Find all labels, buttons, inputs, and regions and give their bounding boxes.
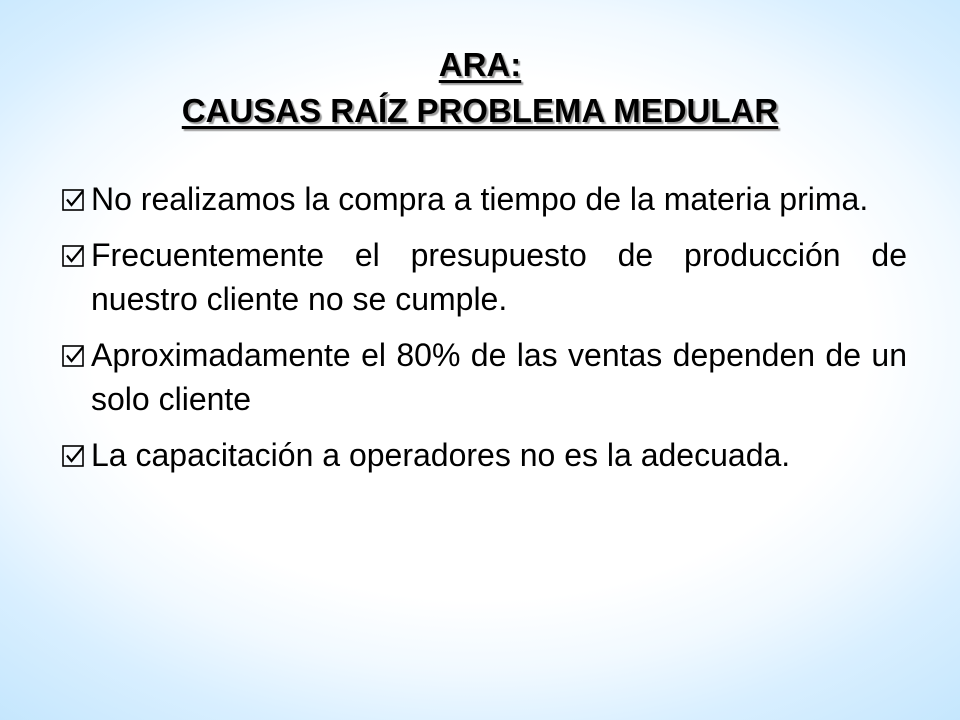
bullet-item <box>62 233 907 321</box>
checkbox-checked-icon <box>62 345 84 367</box>
checkbox-checked-icon <box>62 445 84 467</box>
bullet-item <box>62 433 907 477</box>
bullet-text: No realizamos la compra a tiempo de la materia prima. <box>91 181 869 217</box>
slide-title <box>0 42 960 134</box>
title-line-1: ARA: <box>438 46 522 83</box>
bullet-list <box>62 177 907 489</box>
title-line-2: CAUSAS RAÍZ PROBLEMA MEDULAR <box>181 92 779 129</box>
bullet-text: Frecuentemente el presupuesto de producción de nuestro cliente no se cumple. <box>91 237 907 317</box>
bullet-item <box>62 333 907 421</box>
bullet-text: La capacitación a operadores no es la adecuada. <box>91 437 791 473</box>
checkbox-checked-icon <box>62 189 84 211</box>
bullet-text: Aproximadamente el 80% de las ventas dependen de un solo cliente <box>91 337 907 417</box>
checkbox-checked-icon <box>62 245 84 267</box>
bullet-item <box>62 177 907 221</box>
